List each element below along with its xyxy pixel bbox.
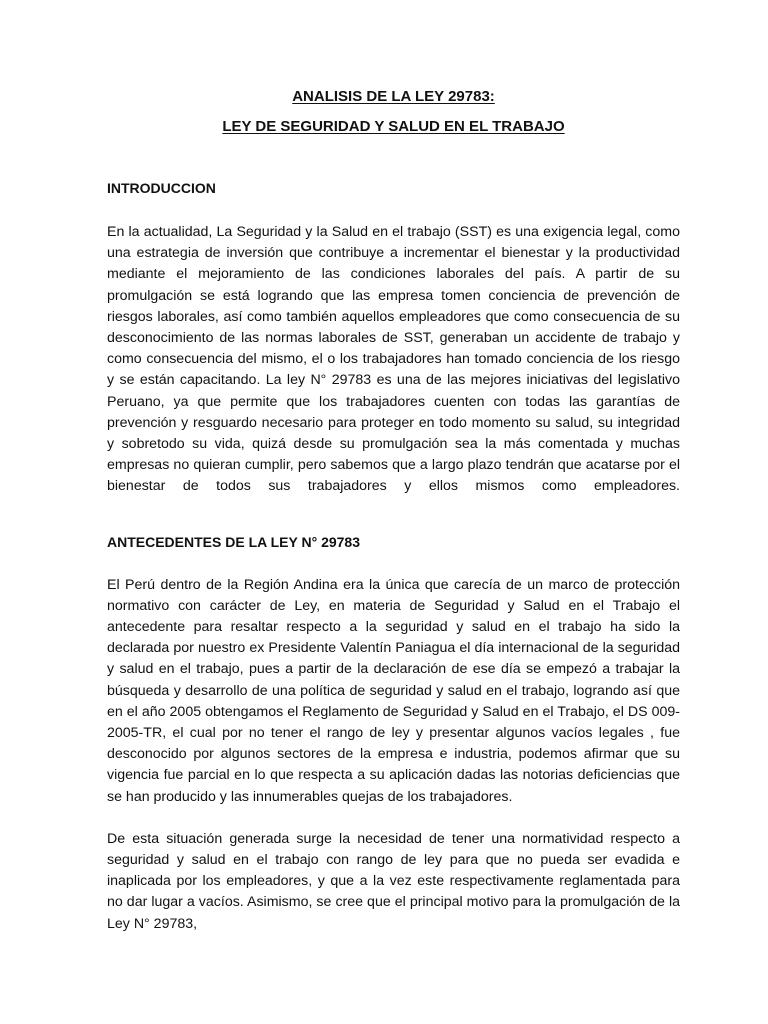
section-heading-introduccion: INTRODUCCION <box>107 180 216 196</box>
document-title: ANALISIS DE LA LEY 29783: <box>292 88 495 105</box>
paragraph-antecedentes-1: El Perú dentro de la Región Andina era la única que carecía de un marco de protección normativo con carácter de Ley, en materia de Seguridad y Salud en el Trabajo el antecedente para resaltar respecto a la seguridad y salud en el trabajo ha sido la declarada por nuestro ex Presidente Valentín Paniagua el día internacional de la seguridad y salud en el trabajo, pues a partir de la declaración de ese día se empezó a trabajar la búsqueda y desarrollo de una política de seguridad y salud en el trabajo, logrando así que en el año 2005 obtengamos el Reglamento de Seguridad y Salud en el Trabajo, el DS 009-2005-TR, el cual por no tener el rango de ley y presentar algunos vacíos legales , fue desconocido por algunos sectores de la empresa e industria, podemos afirmar que su vigencia fue parcial en lo que respecta a su aplicación dadas las notorias deficiencias que se han producido y las innumerables quejas de los trabajadores. <box>107 576 680 805</box>
section-heading-antecedentes: ANTECEDENTES DE LA LEY N° 29783 <box>107 533 360 550</box>
paragraph-introduccion: En la actualidad, La Seguridad y la Salud en el trabajo (SST) es una exigencia legal, como una estrategia de inversión que contribuye a incrementar el bienestar y la productividad mediante el mejoramiento de las condiciones laborales del país. A partir de su promulgación se está logrando que las empresa tomen conciencia de prevención de riesgos laborales, así como también aquellos empleadores que como consecuencia de su desconocimiento de las normas laborales de SST, generaban un accidente de trabajo y como consecuencia del mismo, el o los trabajadores han tomado conciencia de los riesgo y se están capacitando. La ley N° 29783 es una de las mejores iniciativas del legislativo Peruano, ya que permite que los trabajadores cuenten con todas las garantías de prevención y resguardo necesario para proteger en todo momento su salud, su integridad y sobretodo su vida, quizá desde su promulgación sea la más comentada y muchas empresas no quieran cumplir, pero sabemos que a largo plazo tendrán que acatarse por el bienestar de todos sus trabajadores y ellos mismos como empleadores. <box>107 224 680 495</box>
paragraph-antecedentes-2: De esta situación generada surge la necesidad de tener una normatividad respecto a seguridad y salud en el trabajo con rango de ley para que no pueda ser evadida e inaplicada por los empleadores, y que a la vez este respectivamente reglamentada para no dar lugar a vacíos. Asimismo, se cree que el principal motivo para la promulgación de la Ley N° 29783, <box>107 830 680 932</box>
document-subtitle: LEY DE SEGURIDAD Y SALUD EN EL TRABAJO <box>222 118 565 135</box>
